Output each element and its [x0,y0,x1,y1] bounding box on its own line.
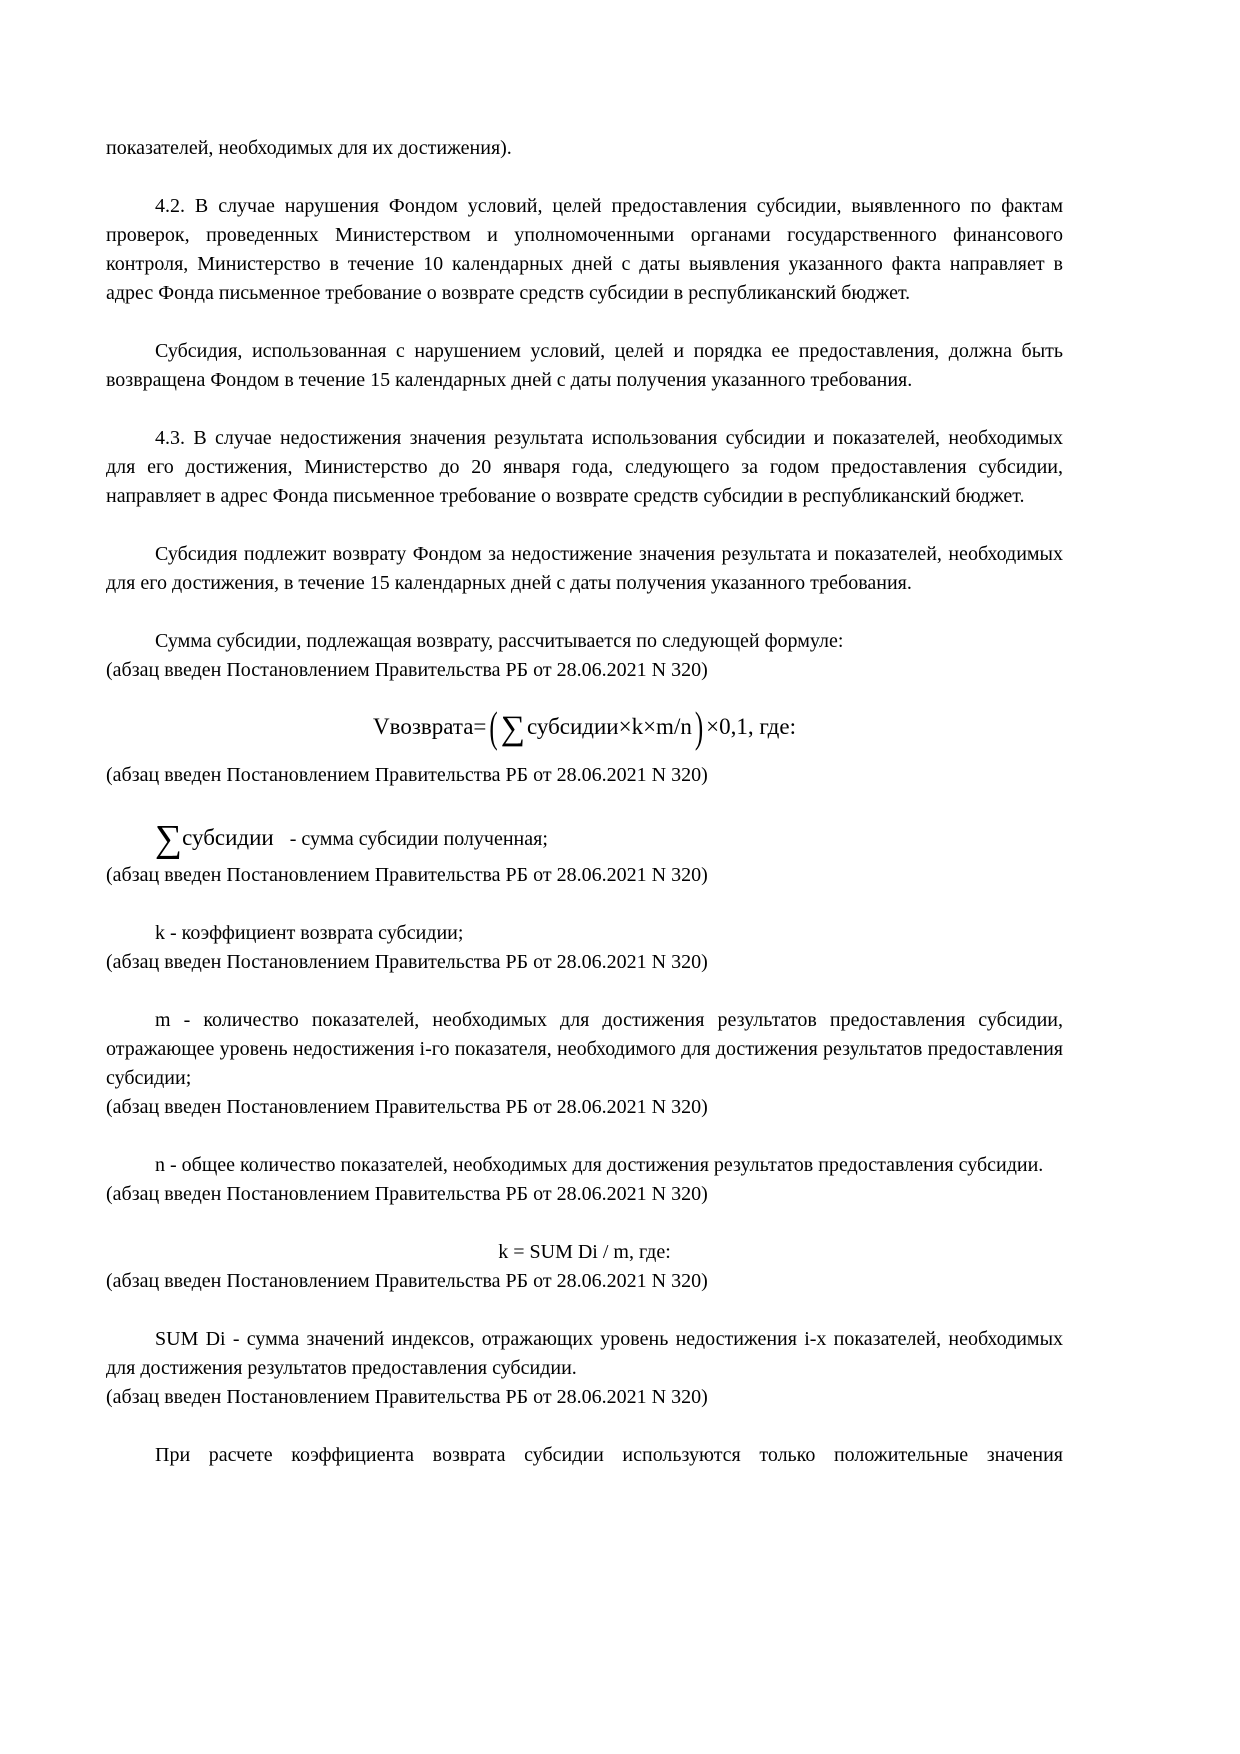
paragraph-formula-intro: Сумма субсидии, подлежащая возврату, рассчитывается по следующей формуле: [155,630,844,652]
sum-icon: ∑ [500,710,525,747]
paragraph-sum-di-definition: SUM Di - сумма значений индексов, отражающих уровень недостижения i-х показателей, необходимых для достижения результатов предоставления субсидии. [106,1328,1063,1379]
paragraph-n-definition: n - общее количество показателей, необходимых для достижения результатов предоставления субсидии. [155,1154,1044,1176]
amendment-note: (абзац введен Постановлением Правительства РБ от 28.06.2021 N 320) [106,1096,708,1118]
sigma-description: - сумма субсидии полученная; [289,828,548,850]
formula-prefix: Vвозврата= [373,714,487,739]
amendment-note: (абзац введен Постановлением Правительства РБ от 28.06.2021 N 320) [106,1270,708,1292]
amendment-note: (абзац введен Постановлением Правительства РБ от 28.06.2021 N 320) [106,659,708,681]
paragraph-m-definition: m - количество показателей, необходимых для достижения результатов предоставления субсидии, отражающее уровень недостижения i-го показателя, необходимого для достижения результатов предоставления субсидии; [106,1009,1063,1089]
sigma-definition [155,816,1063,861]
sigma-term: субсидии [182,825,274,850]
amendment-note: (абзац введен Постановлением Правительства РБ от 28.06.2021 N 320) [106,951,708,973]
paragraph-k-definition: k - коэффициент возврата субсидии; [155,922,464,944]
open-paren: ( [489,704,498,752]
amendment-note: (абзац введен Постановлением Правительства РБ от 28.06.2021 N 320) [106,864,708,886]
paragraph-subsidy-return: Субсидия, использованная с нарушением условий, целей и порядка ее предоставления, должна быть возвращена Фондом в течение 15 календарных дней с даты получения указанного требования. [106,340,1063,391]
paragraph-4-3: 4.3. В случае недостижения значения результата использования субсидии и показателей, необходимых для его достижения, Министерство до 20 января года, следующего за годом предоставления субсидии, направляет в адрес Фонда письменное требование о возврате средств субсидии в республиканский бюджет. [106,427,1063,507]
amendment-note: (абзац введен Постановлением Правительства РБ от 28.06.2021 N 320) [106,1183,708,1205]
paragraph-4-2: 4.2. В случае нарушения Фондом условий, целей предоставления субсидии, выявленного по фактам проверок, проведенных Министерством и уполномоченными органами государственного финансового контроля, Министерство в течение 10 календарных дней с даты выявления указанного факта направляет в адрес Фонда письменное требование о возврате средств субсидии в республиканский бюджет. [106,195,1063,304]
paragraph-result-return: Субсидия подлежит возврату Фондом за недостижение значения результата и показателей, необходимых для его достижения, в течение 15 календарных дней с даты получения указанного требования. [106,543,1063,594]
continuation-paragraph: показателей, необходимых для их достижения). [106,137,512,159]
close-paren: ) [694,704,704,752]
formula-body: субсидии×k×m/n [526,714,692,739]
formula-v-return [106,705,1063,751]
formula-k: k = SUM Di / m, где: [498,1241,671,1263]
amendment-note: (абзац введен Постановлением Правительства РБ от 28.06.2021 N 320) [106,1386,708,1408]
paragraph-calculation-note: При расчете коэффициента возврата субсидии используются только положительные значения [155,1444,1063,1466]
formula-suffix: ×0,1, где: [706,714,796,739]
sum-icon: ∑ [155,818,183,860]
amendment-note: (абзац введен Постановлением Правительства РБ от 28.06.2021 N 320) [106,764,708,786]
